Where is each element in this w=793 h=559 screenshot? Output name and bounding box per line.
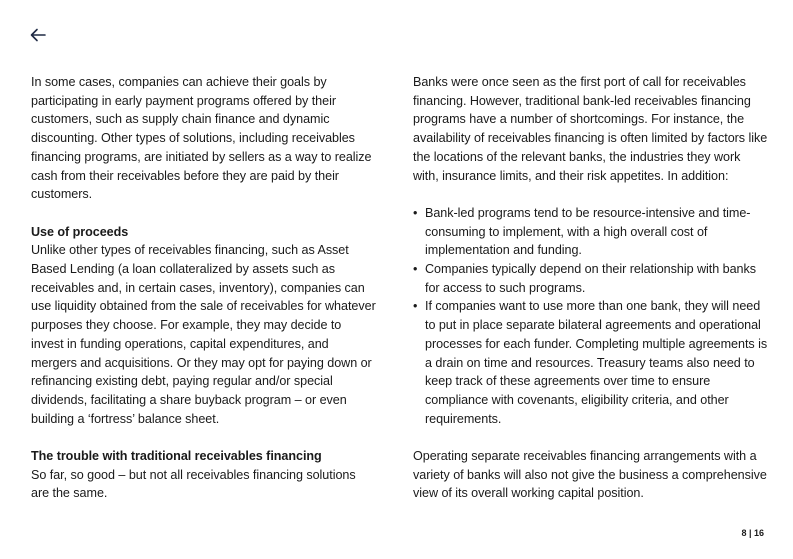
closing-paragraph: Operating separate receivables financing arrangements with a variety of banks will also not give the business a comprehensive view of its overall working capital position. xyxy=(413,449,767,501)
arrow-left-icon xyxy=(29,26,47,44)
back-button[interactable] xyxy=(29,26,47,44)
traditional-financing-paragraph: So far, so good – but not all receivables financing solutions are the same. xyxy=(31,467,356,501)
traditional-financing-heading: The trouble with traditional receivables financing xyxy=(31,449,322,464)
list-item: • If companies want to use more than one bank, they will need to put in place separate bilateral agreements and operational processes for each funder. Completing multiple agreements is a drain on time and resources. Treasury teams also need to keep track of these agreements over time to ensure compliance with covenants, eligibility criteria, and other requirements. xyxy=(413,297,769,428)
use-of-proceeds-paragraph: Unlike other types of receivables financing, such as Asset Based Lending (a loan collateralized by assets such as receivables and, in certain cases, inventory), companies can use liquidity obtained from the sale of receivables for whatever purposes they choose. For example, they may decide to invest in funding operations, capital expenditures, and mergers and acquisitions. Or they may opt for paying down or refinancing existing debt, paying regular and/or special dividends, facilitating a share buyback program – or even building a ‘fortress’ balance sheet. xyxy=(31,243,376,426)
use-of-proceeds-heading: Use of proceeds xyxy=(31,224,129,239)
list-item: • Bank-led programs tend to be resource-intensive and time-consuming to implement, with a high overall cost of implementation and funding. xyxy=(413,204,769,260)
page-number: 8 | 16 xyxy=(741,528,764,538)
right-column xyxy=(413,73,769,503)
shortcomings-list xyxy=(413,204,769,428)
banks-intro-paragraph: Banks were once seen as the first port of call for receivables financing. However, traditional bank-led receivables financing programs have a number of shortcomings. For instance, the availability of receivables financing is often limited by factors like the locations of the relevant banks, the industries they work with, insurance limits, and their risk appetites. In addition: xyxy=(413,75,768,183)
intro-paragraph: In some cases, companies can achieve their goals by participating in early payment programs offered by their customers, such as supply chain finance and dynamic discounting. Other types of solutions, including receivables financing programs, are initiated by sellers as a way to realize cash from their receivables before they are paid by their customers. xyxy=(31,75,372,202)
list-item: • Companies typically depend on their relationship with banks for access to such programs. xyxy=(413,260,769,297)
left-column xyxy=(31,73,377,503)
